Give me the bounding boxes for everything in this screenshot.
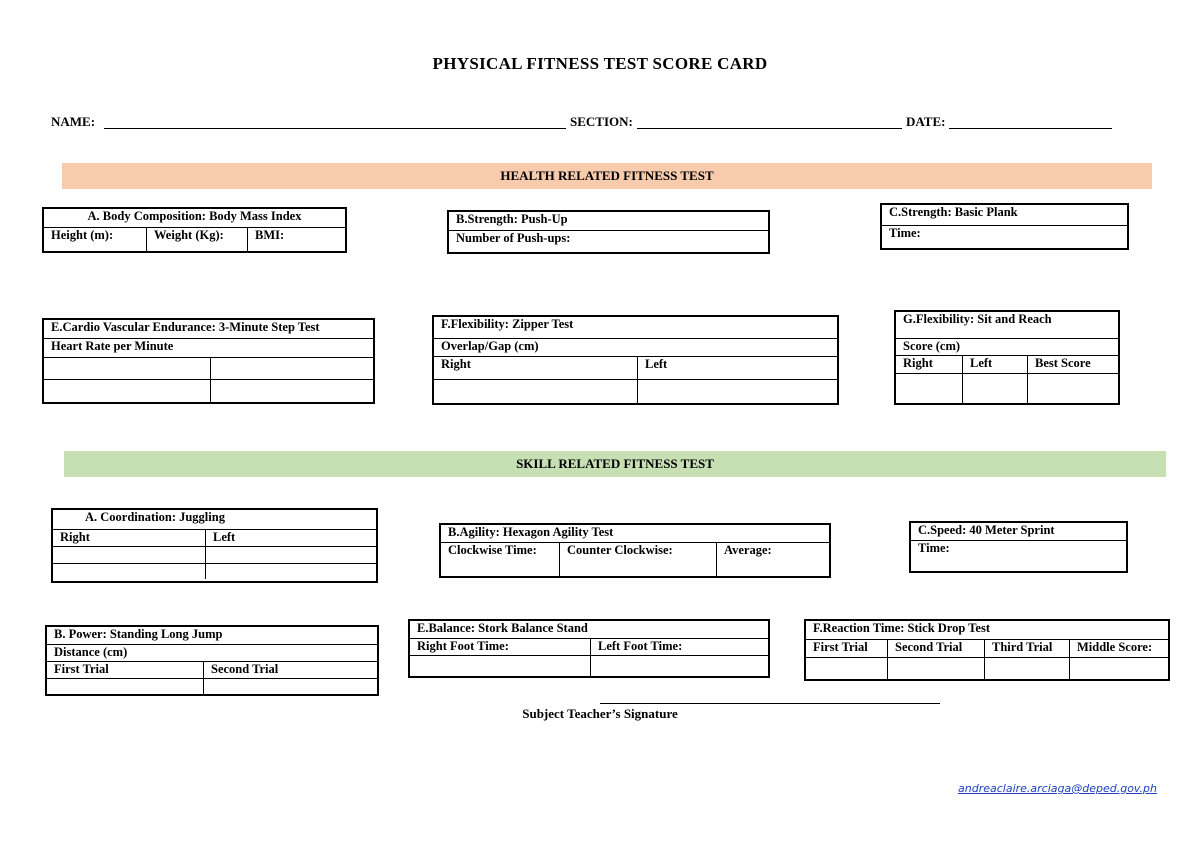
sprint-box: [909, 521, 1128, 573]
health-section-header: HEALTH RELATED FITNESS TEST: [62, 163, 1152, 189]
zipper-left-label: Left: [637, 357, 837, 379]
hexagon-agility-title: B.Agility: Hexagon Agility Test: [448, 525, 614, 539]
heart-rate-cell[interactable]: [44, 380, 210, 402]
basic-plank-title: C.Strength: Basic Plank: [889, 205, 1018, 219]
weight-field[interactable]: Weight (Kg):: [146, 228, 247, 251]
heart-rate-cell[interactable]: [44, 358, 210, 379]
name-label: NAME:: [51, 114, 96, 129]
juggling-left-field[interactable]: [205, 547, 376, 563]
basic-plank-box: [880, 203, 1129, 250]
long-jump-title: B. Power: Standing Long Jump: [54, 627, 223, 641]
first-trial-field[interactable]: [47, 679, 203, 694]
juggling-box: [51, 508, 378, 583]
push-up-title: B.Strength: Push-Up: [456, 212, 568, 226]
push-up-box: [447, 210, 770, 254]
sit-reach-left-label: Left: [962, 356, 1027, 373]
body-composition-title: A. Body Composition: Body Mass Index: [87, 209, 302, 223]
sit-and-reach-box: [894, 310, 1120, 405]
stick-drop-box: [804, 619, 1170, 681]
distance-label: Distance (cm): [54, 645, 128, 659]
overlap-gap-label: Overlap/Gap (cm): [441, 339, 539, 353]
step-test-title: E.Cardio Vascular Endurance: 3-Minute Step Test: [51, 320, 320, 334]
zipper-right-field[interactable]: [434, 380, 637, 403]
sit-reach-best-label: Best Score: [1027, 356, 1118, 373]
heart-rate-cell[interactable]: [210, 380, 373, 402]
zipper-left-field[interactable]: [637, 380, 837, 403]
sit-reach-best-field[interactable]: [1027, 374, 1118, 403]
stick-third-trial-label: Third Trial: [984, 640, 1069, 657]
long-jump-box: [45, 625, 379, 696]
clockwise-time-field[interactable]: Clockwise Time:: [448, 543, 537, 557]
date-field[interactable]: [949, 128, 1112, 129]
plank-time-field[interactable]: Time:: [889, 226, 921, 240]
sit-reach-left-field[interactable]: [962, 374, 1027, 403]
section-label: SECTION:: [570, 114, 633, 129]
stork-balance-title: E.Balance: Stork Balance Stand: [417, 621, 588, 635]
date-label: DATE:: [906, 114, 946, 129]
author-email-link[interactable]: andreaclaire.arciaga@deped.gov.ph: [958, 782, 1157, 795]
stick-first-trial-field[interactable]: [806, 658, 887, 679]
body-composition-box: [42, 207, 347, 253]
stick-drop-title: F.Reaction Time: Stick Drop Test: [813, 621, 990, 635]
stick-middle-score-label: Middle Score:: [1069, 640, 1168, 657]
juggling-right-field[interactable]: [53, 564, 205, 579]
sit-reach-right-label: Right: [903, 356, 933, 370]
step-test-box: [42, 318, 375, 404]
sit-reach-score-label: Score (cm): [903, 339, 961, 353]
juggling-left-label: Left: [205, 530, 376, 546]
sit-reach-right-field[interactable]: [896, 374, 962, 403]
signature-line[interactable]: [600, 703, 940, 704]
right-foot-field[interactable]: [410, 656, 590, 676]
height-field[interactable]: Height (m):: [51, 228, 114, 242]
page-title: PHYSICAL FITNESS TEST SCORE CARD: [432, 54, 768, 73]
stick-second-trial-label: Second Trial: [887, 640, 984, 657]
stick-first-trial-label: First Trial: [813, 640, 868, 654]
sprint-title: C.Speed: 40 Meter Sprint: [918, 523, 1055, 537]
stick-middle-score-field[interactable]: [1069, 658, 1168, 679]
stick-second-trial-field[interactable]: [887, 658, 984, 679]
zipper-test-box: [432, 315, 839, 405]
left-foot-field[interactable]: [590, 656, 768, 676]
stick-third-trial-field[interactable]: [984, 658, 1069, 679]
second-trial-label: Second Trial: [203, 662, 377, 678]
juggling-right-field[interactable]: [53, 547, 205, 563]
skill-section-header: SKILL RELATED FITNESS TEST: [64, 451, 1166, 477]
name-field[interactable]: [104, 128, 566, 129]
heart-rate-cell[interactable]: [210, 358, 373, 379]
sprint-time-field[interactable]: Time:: [918, 541, 950, 555]
heart-rate-label: Heart Rate per Minute: [51, 339, 174, 353]
stork-balance-box: [408, 619, 770, 678]
zipper-test-title: F.Flexibility: Zipper Test: [441, 317, 574, 331]
counter-clockwise-field[interactable]: Counter Clockwise:: [559, 543, 716, 576]
hexagon-agility-box: [439, 523, 831, 578]
left-foot-label: Left Foot Time:: [590, 639, 768, 655]
average-field[interactable]: Average:: [716, 543, 829, 576]
second-trial-field[interactable]: [203, 679, 377, 694]
first-trial-label: First Trial: [54, 662, 109, 676]
juggling-left-field[interactable]: [205, 564, 376, 579]
bmi-field[interactable]: BMI:: [247, 228, 345, 251]
juggling-title: A. Coordination: Juggling: [85, 510, 225, 524]
juggling-right-label: Right: [60, 530, 90, 544]
zipper-right-label: Right: [441, 357, 471, 371]
push-up-count-field[interactable]: Number of Push-ups:: [456, 231, 571, 245]
right-foot-label: Right Foot Time:: [417, 639, 509, 653]
section-field[interactable]: [637, 128, 902, 129]
signature-label: Subject Teacher’s Signature: [522, 706, 678, 721]
sit-and-reach-title: G.Flexibility: Sit and Reach: [903, 312, 1052, 326]
